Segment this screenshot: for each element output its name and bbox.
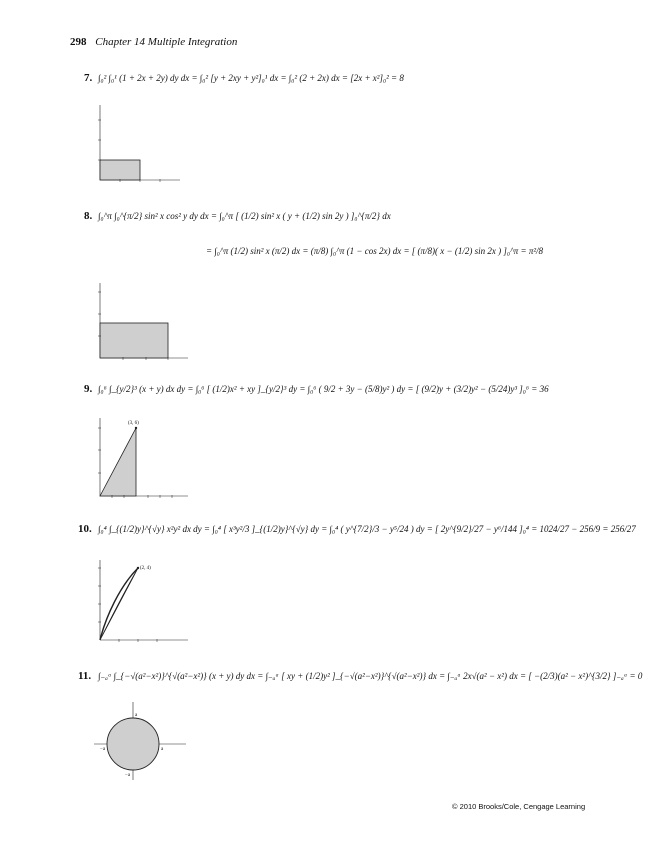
equation-line: ∫₀^π ∫₀^{π/2} sin² x cos² y dy dx = ∫₀^π [ (1/2) sin² x ( y + (1/2) sin 2y ) ]₀^{π/2} dx [98,211,391,221]
axis-label: a [135,713,138,718]
figure-problem-11 [92,700,192,782]
figure-problem-10 [88,556,198,646]
figure-problem-8 [88,278,198,368]
problem-number: 8. [84,210,93,222]
equation-line: = ∫₀^π (1/2) sin² x (π/2) dx = (π/8) ∫₀^π (1 − cos 2x) dx = [ (π/8)( x − (1/2) sin 2x ) ]₀^π = π²/8 [206,246,544,256]
point-label: (3, 6) [128,421,139,426]
axis-label: −a [100,747,106,752]
problem-number: 9. [84,383,93,395]
copyright-footer: © 2010 Brooks/Cole, Cengage Learning [452,802,586,811]
axis-label: −a [125,773,131,778]
equation-line: ∫₀⁴ ∫_{(1/2)y}^{√y} x²y² dx dy = ∫₀⁴ [ x³y²/3 ]_{(1/2)y}^{√y} dy = ∫₀⁴ ( y^{7/2}/3 − y⁵/24 ) dy = [ 2y^{9/2}/27 − y⁶/144 ]₀⁴ = 1024/27 − 256/9 = 256/27 [98,524,636,534]
page-number: 298 [70,36,87,48]
problem-number: 11. [78,670,92,682]
figure-problem-7 [88,100,188,190]
problem-number: 10. [78,523,92,535]
problem-number: 7. [84,72,93,84]
point-label: (2, 4) [140,566,151,571]
equation-line: ∫₀⁶ ∫_{y/2}³ (x + y) dx dy = ∫₀⁶ [ (1/2)x² + xy ]_{y/2}³ dy = ∫₀⁶ ( 9/2 + 3y − (5/8)y² ) dy = [ (9/2)y + (3/2)y² − (5/24)y³ ]₀⁶ = 36 [98,384,549,394]
chapter-title: Chapter 14 Multiple Integration [95,36,238,48]
equation-line: ∫₀² ∫₀¹ (1 + 2x + 2y) dy dx = ∫₀² [y + 2xy + y²]₀¹ dx = ∫₀² (2 + 2x) dx = [2x + x²]₀² = 8 [98,73,404,83]
figure-problem-9 [88,414,198,504]
axis-label: a [161,747,164,752]
equation-line: ∫₋ₐᵃ ∫_{−√(a²−x²)}^{√(a²−x²)} (x + y) dy dx = ∫₋ₐᵃ [ xy + (1/2)y² ]_{−√(a²−x²)}^{√(a²−x²)} dx = ∫₋ₐᵃ 2x√(a² − x²) dx = [ −(2/3)(a² − x²)^{3/2} ]₋ₐᵃ = 0 [98,671,643,681]
page-header [70,36,237,48]
